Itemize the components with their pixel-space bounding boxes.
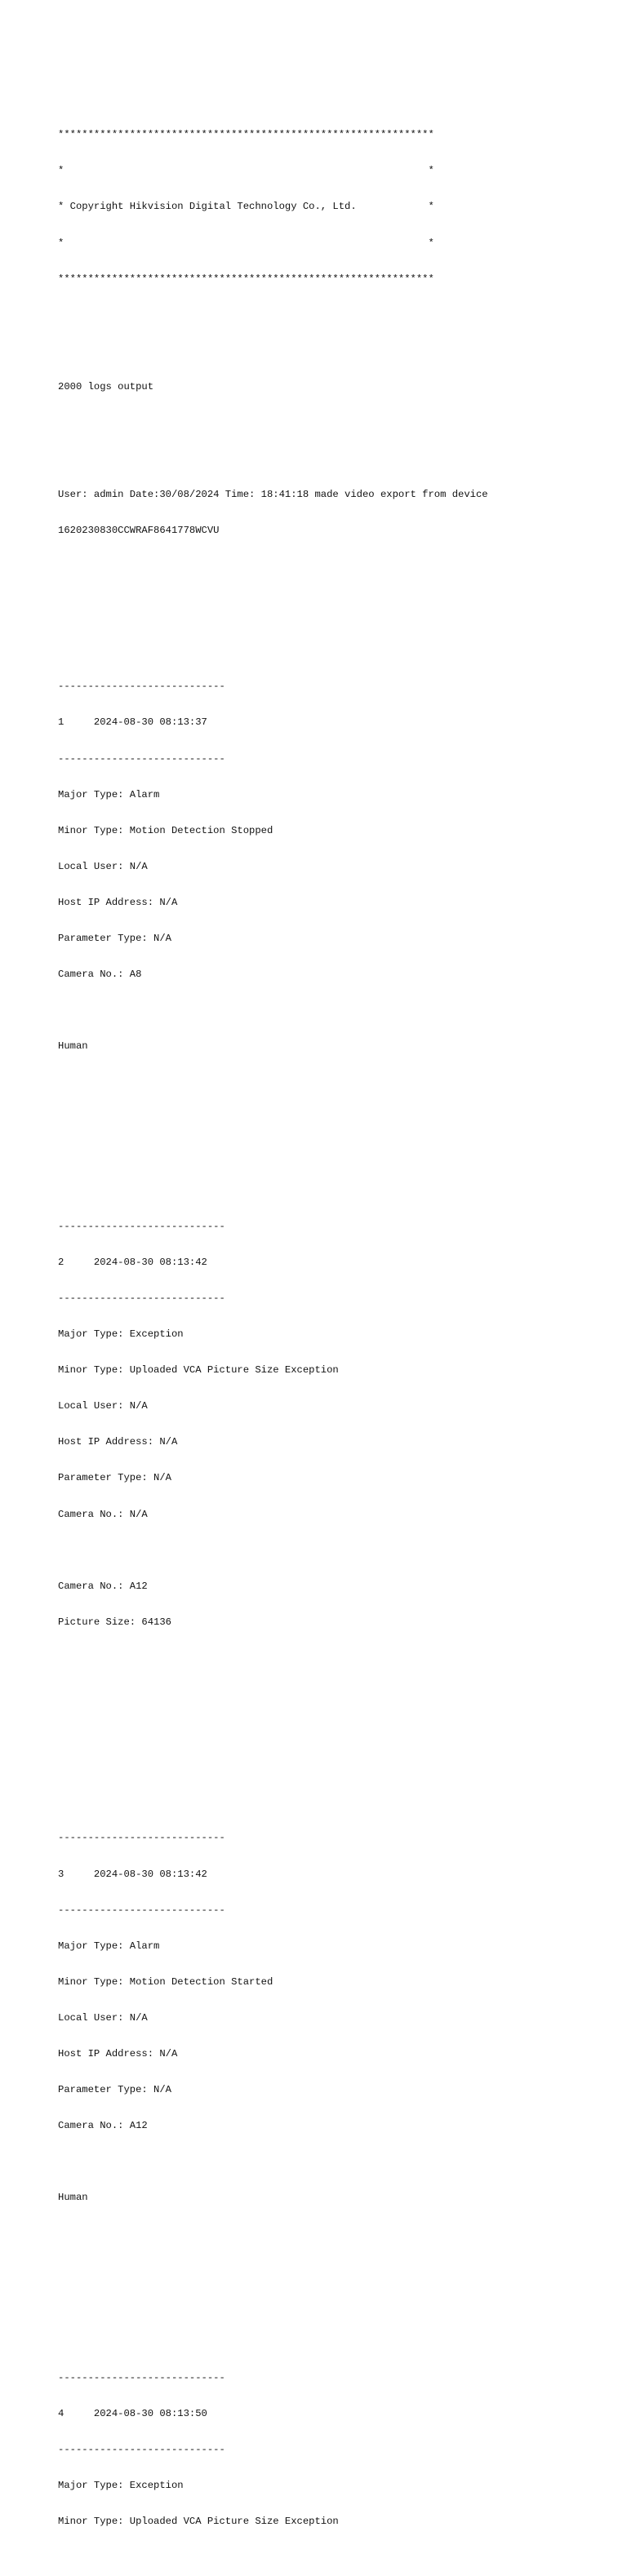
entry-detail: Human xyxy=(58,2192,88,2204)
banner-pad-line: * * xyxy=(58,165,434,177)
export-info-line: User: admin Date:30/08/2024 Time: 18:41:18 made video export from device xyxy=(58,489,488,501)
entry-separator: ---------------------------- xyxy=(58,1904,225,1916)
banner-pad-line: * * xyxy=(58,237,434,249)
major-type: Major Type: Exception xyxy=(58,1328,184,1341)
entry-separator: ---------------------------- xyxy=(58,2371,225,2383)
logs-output-count: 2000 logs output xyxy=(58,380,154,392)
entry-heading: 1 2024-08-30 08:13:37 xyxy=(58,716,207,729)
minor-type: Minor Type: Uploaded VCA Picture Size Exception xyxy=(58,2516,339,2528)
parameter-type: Parameter Type: N/A xyxy=(58,1472,171,1484)
log-entry xyxy=(58,1808,613,2300)
local-user: Local User: N/A xyxy=(58,2011,148,2024)
entry-heading: 3 2024-08-30 08:13:42 xyxy=(58,1868,207,1880)
entry-heading: 2 2024-08-30 08:13:42 xyxy=(58,1256,207,1268)
host-ip-address: Host IP Address: N/A xyxy=(58,896,178,908)
device-serial: 1620230830CCWRAF8641778WCVU xyxy=(58,525,220,537)
banner-border-top: *************************************************************** xyxy=(58,129,434,141)
minor-type: Minor Type: Uploaded VCA Picture Size Exception xyxy=(58,1364,339,1377)
major-type: Major Type: Alarm xyxy=(58,788,160,800)
picture-size: Picture Size: 64136 xyxy=(58,1616,171,1628)
major-type: Major Type: Exception xyxy=(58,2480,184,2492)
entry-separator: ---------------------------- xyxy=(58,752,225,765)
entry-separator: ---------------------------- xyxy=(58,1220,225,1232)
local-user: Local User: N/A xyxy=(58,1400,148,1412)
host-ip-address: Host IP Address: N/A xyxy=(58,2047,178,2059)
log-entry xyxy=(58,2348,613,2552)
entry-separator: ---------------------------- xyxy=(58,2444,225,2456)
entry-detail: Camera No.: A12 xyxy=(58,1580,148,1592)
banner-border-bottom: *************************************************************** xyxy=(58,273,434,285)
entry-separator: ---------------------------- xyxy=(58,681,225,693)
log-entry xyxy=(58,657,613,1149)
log-document xyxy=(58,57,613,2576)
local-user: Local User: N/A xyxy=(58,860,148,872)
entry-separator: ---------------------------- xyxy=(58,1832,225,1844)
major-type: Major Type: Alarm xyxy=(58,1940,160,1952)
entry-detail: Human xyxy=(58,1040,88,1053)
copyright-banner xyxy=(58,105,613,309)
camera-number: Camera No.: N/A xyxy=(58,1508,148,1520)
minor-type: Minor Type: Motion Detection Started xyxy=(58,1975,273,1988)
parameter-type: Parameter Type: N/A xyxy=(58,933,171,945)
entry-separator: ---------------------------- xyxy=(58,1292,225,1304)
log-entry xyxy=(58,1196,613,1760)
parameter-type: Parameter Type: N/A xyxy=(58,2084,171,2096)
host-ip-address: Host IP Address: N/A xyxy=(58,1436,178,1448)
copyright-text: * Copyright Hikvision Digital Technology Co., Ltd. * xyxy=(58,201,434,213)
entry-heading: 4 2024-08-30 08:13:50 xyxy=(58,2407,207,2419)
minor-type: Minor Type: Motion Detection Stopped xyxy=(58,824,273,836)
camera-number: Camera No.: A8 xyxy=(58,969,142,981)
camera-number: Camera No.: A12 xyxy=(58,2120,148,2132)
